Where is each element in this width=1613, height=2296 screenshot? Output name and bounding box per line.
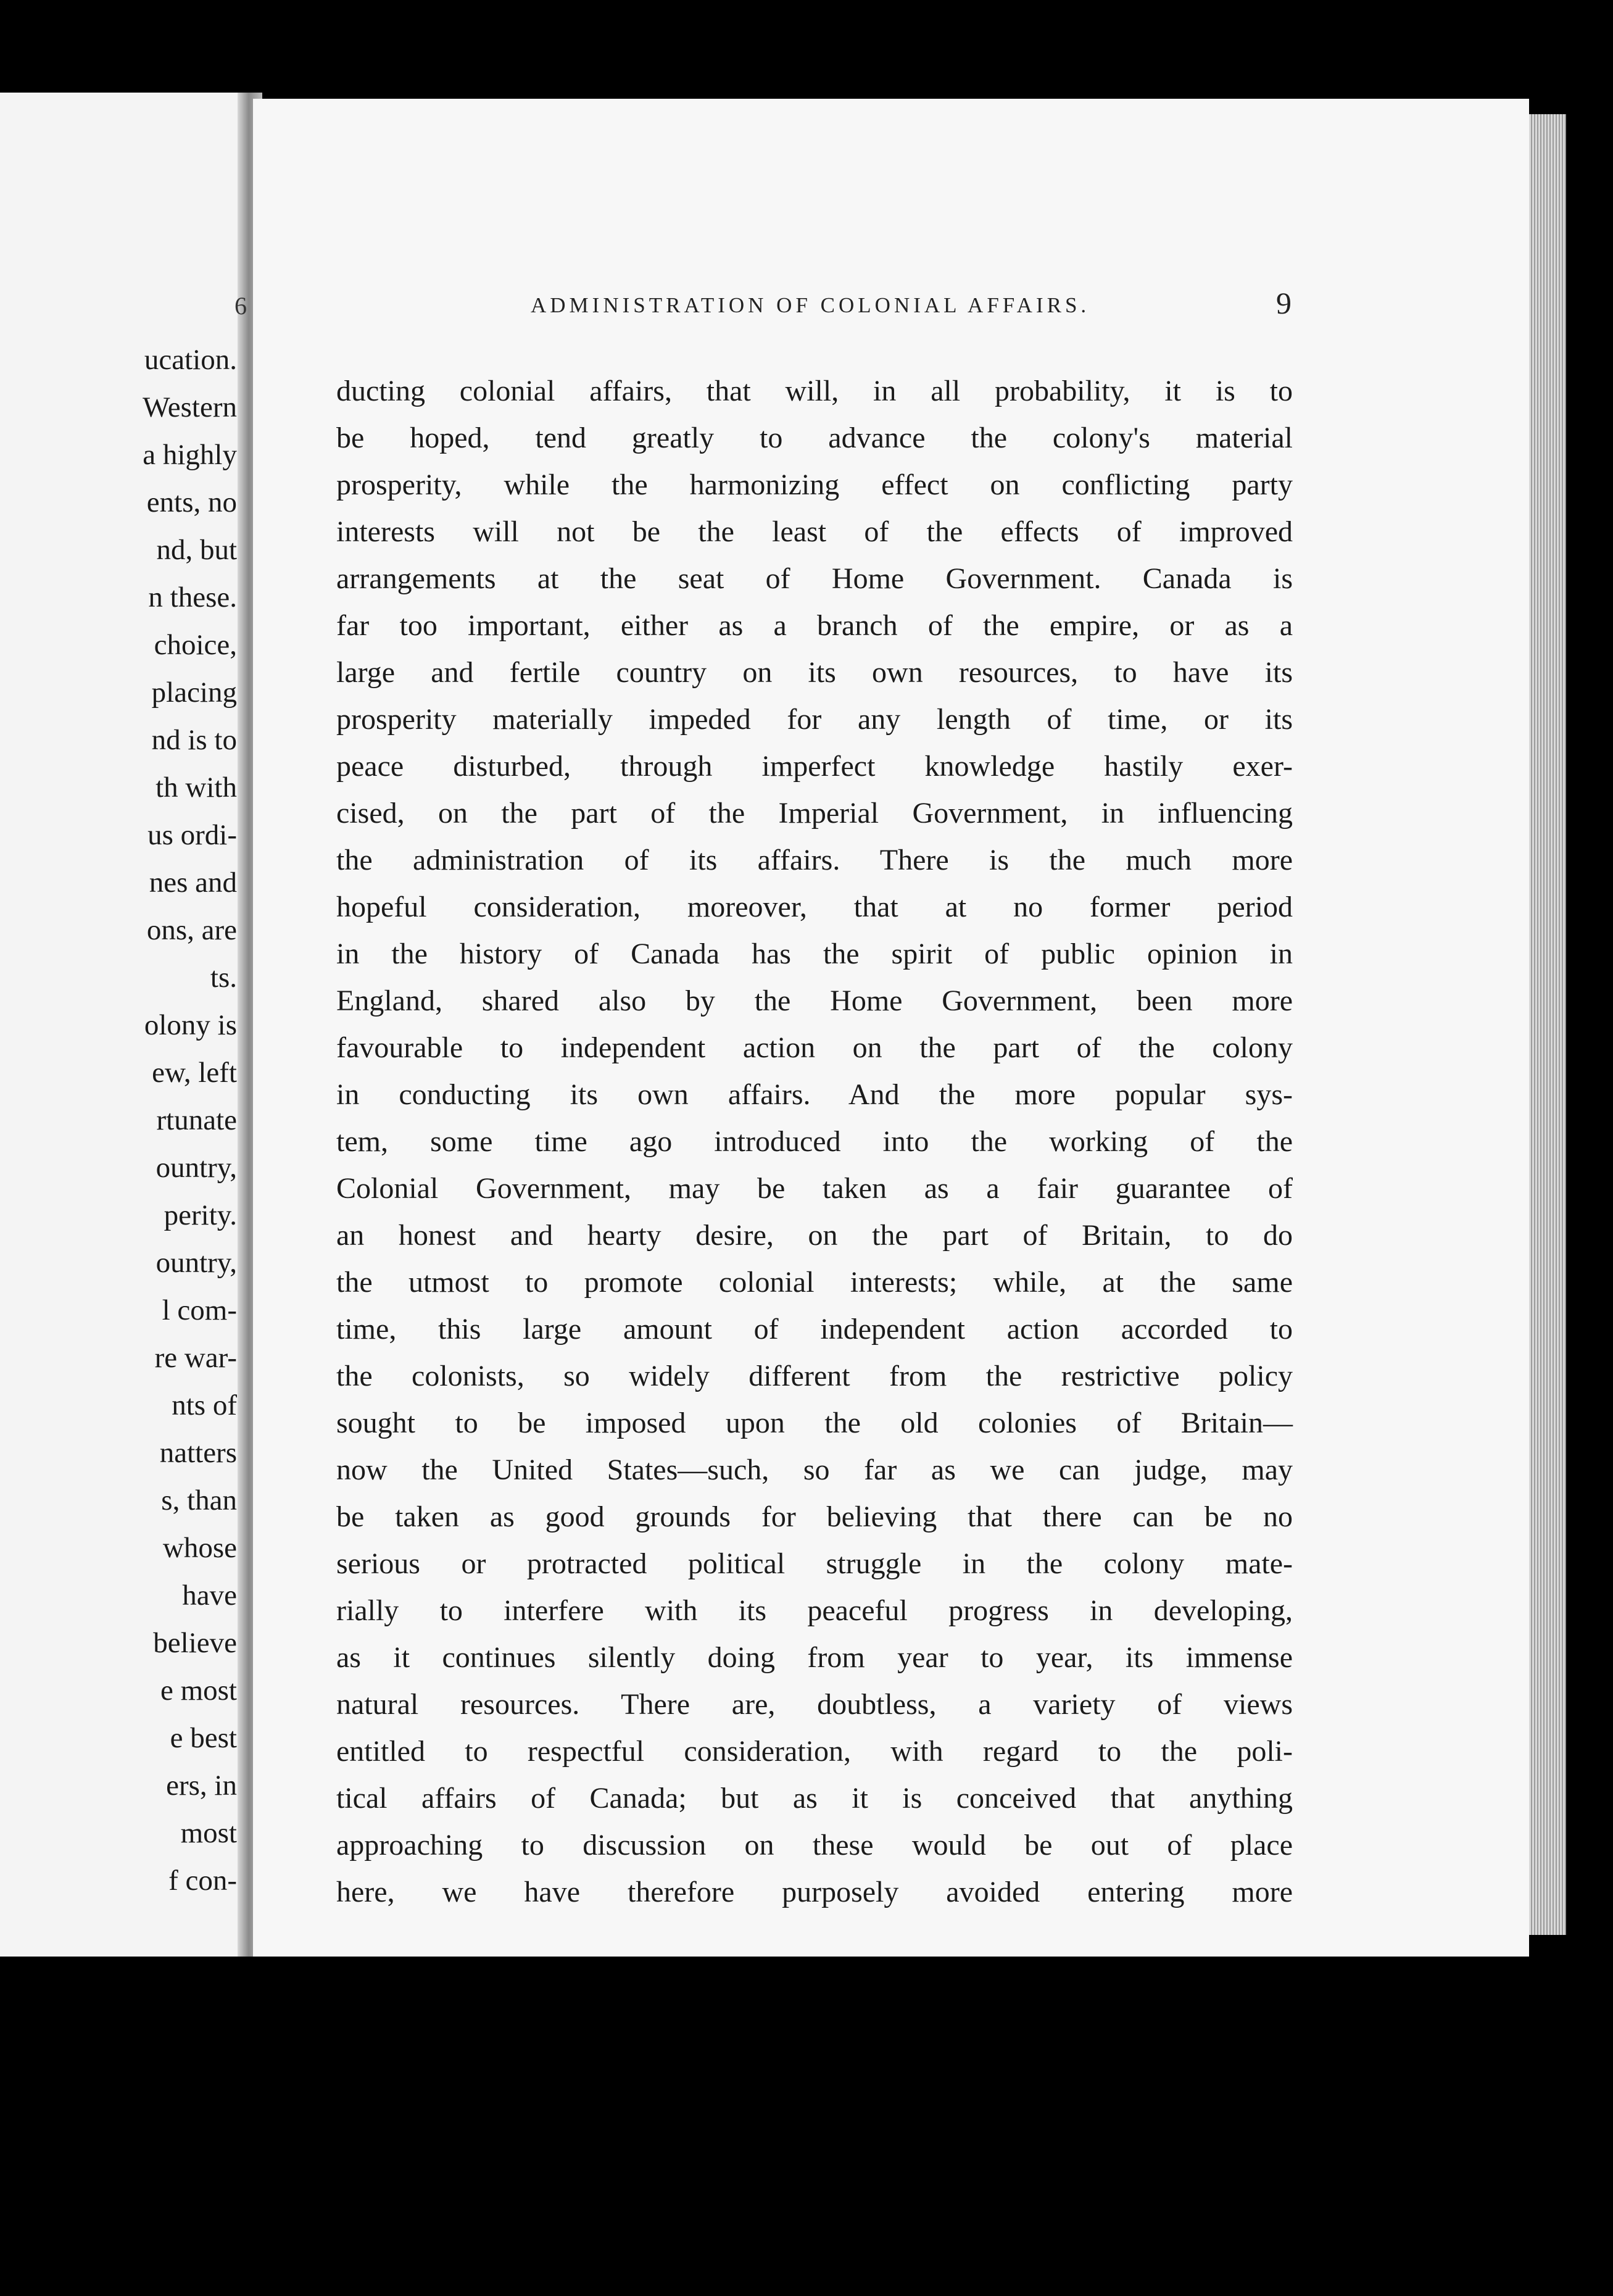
left-line: n these.	[148, 581, 237, 614]
left-line: placing	[151, 676, 237, 709]
text-line: ducting colonial affairs, that will, in all probability, it is to	[336, 375, 1293, 407]
page-edges	[1529, 114, 1566, 1935]
text-line: be taken as good grounds for believing that there can be no	[336, 1500, 1293, 1533]
left-line: ers, in	[166, 1770, 237, 1802]
left-line: s, than	[161, 1484, 237, 1516]
text-line: an honest and hearty desire, on the part of Britain, to do	[336, 1219, 1293, 1252]
left-line: believe	[153, 1627, 237, 1659]
text-line: tem, some time ago introduced into the working of the	[336, 1125, 1293, 1158]
left-line: th with	[155, 772, 237, 804]
running-head: ADMINISTRATION OF COLONIAL AFFAIRS.	[531, 293, 1090, 317]
left-line: e best	[170, 1722, 237, 1754]
left-line: ts.	[210, 962, 237, 994]
text-line: in conducting its own affairs. And the more popular sys-	[336, 1078, 1293, 1111]
left-line: natters	[159, 1437, 237, 1469]
left-line: ons, are	[146, 914, 237, 946]
text-line: prosperity, while the harmonizing effect on conflicting party	[336, 468, 1293, 501]
text-line: rially to interfere with its peaceful progress in developing,	[336, 1594, 1293, 1627]
text-line: peace disturbed, through imperfect knowledge hastily exer-	[336, 750, 1293, 783]
left-line: f con-	[168, 1865, 237, 1897]
text-line: entitled to respectful consideration, with regard to the poli-	[336, 1735, 1293, 1768]
text-line: the administration of its affairs. There is the much more	[336, 844, 1293, 876]
left-line: e most	[160, 1674, 237, 1707]
left-line: ucation.	[144, 344, 237, 376]
left-line: choice,	[154, 629, 237, 661]
left-line: ew, left	[152, 1057, 237, 1089]
text-line: be hoped, tend greatly to advance the colony's material	[336, 422, 1293, 454]
text-line: approaching to discussion on these would be out of place	[336, 1829, 1293, 1861]
text-line: England, shared also by the Home Government, been more	[336, 984, 1293, 1017]
left-page-text	[2, 336, 237, 1905]
left-line: a highly	[143, 439, 237, 471]
left-line: us ordi-	[147, 819, 237, 851]
left-line: most	[180, 1817, 237, 1849]
left-facing-page	[0, 93, 242, 1957]
body-text	[336, 368, 1293, 1916]
left-line: ountry,	[155, 1152, 237, 1184]
left-line: nes and	[149, 867, 237, 899]
text-line: arrangements at the seat of Home Government. Canada is	[336, 562, 1293, 595]
text-line: as it continues silently doing from year to year, its immense	[336, 1641, 1293, 1674]
left-line: ountry,	[155, 1247, 237, 1279]
left-line: l com-	[162, 1294, 237, 1326]
text-line: prosperity materially impeded for any length of time, or its	[336, 703, 1293, 736]
text-line: hopeful consideration, moreover, that at no former period	[336, 891, 1293, 923]
text-line: large and fertile country on its own resources, to have its	[336, 656, 1293, 689]
left-line: olony is	[144, 1009, 237, 1041]
text-line: natural resources. There are, doubtless, a variety of views	[336, 1688, 1293, 1721]
text-line: now the United States—such, so far as we can judge, may	[336, 1454, 1293, 1486]
left-line: whose	[162, 1532, 237, 1564]
left-line: re war-	[154, 1342, 237, 1374]
page-number: 9	[1276, 286, 1292, 320]
left-line: rtunate	[156, 1104, 237, 1136]
left-line: nd, but	[156, 534, 237, 566]
text-line: tical affairs of Canada; but as it is conceived that anything	[336, 1782, 1293, 1815]
left-line: nts of	[172, 1389, 237, 1421]
text-line: sought to be imposed upon the old colonies of Britain—	[336, 1407, 1293, 1439]
text-line: here, we have therefore purposely avoided entering more	[336, 1876, 1293, 1908]
left-line: have	[182, 1579, 237, 1612]
text-line: the colonists, so widely different from the restrictive policy	[336, 1360, 1293, 1392]
text-line: Colonial Government, may be taken as a fair guarantee of	[336, 1172, 1293, 1205]
text-line: serious or protracted political struggle in the colony mate-	[336, 1547, 1293, 1580]
text-line: interests will not be the least of the effects of improved	[336, 515, 1293, 548]
text-line: favourable to independent action on the part of the colony	[336, 1031, 1293, 1064]
left-line: Western	[143, 391, 237, 423]
text-line: the utmost to promote colonial interests; while, at the same	[336, 1266, 1293, 1299]
margin-mark: 6	[234, 292, 247, 320]
text-line: time, this large amount of independent action accorded to	[336, 1313, 1293, 1346]
text-line: cised, on the part of the Imperial Government, in influencing	[336, 797, 1293, 830]
left-line: perity.	[164, 1199, 237, 1231]
text-line: in the history of Canada has the spirit of public opinion in	[336, 938, 1293, 970]
left-line: ents, no	[146, 486, 237, 518]
text-line: far too important, either as a branch of the empire, or as a	[336, 609, 1293, 642]
left-line: nd is to	[151, 724, 237, 756]
